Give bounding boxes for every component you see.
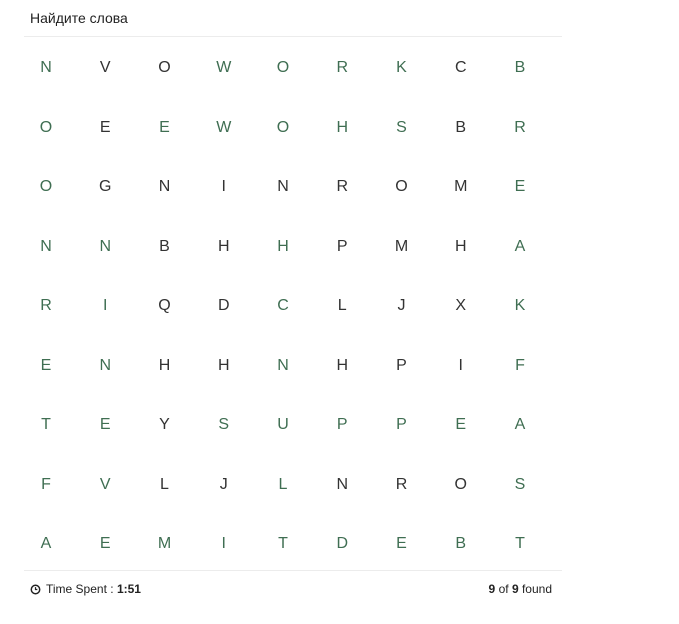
letter-cell[interactable]: Q bbox=[158, 297, 171, 314]
letter-cell[interactable]: B bbox=[159, 237, 170, 255]
letter-cell[interactable]: E bbox=[159, 118, 170, 136]
letter-cell[interactable]: U bbox=[277, 416, 289, 433]
letter-cell[interactable]: G bbox=[99, 178, 112, 195]
letter-cell[interactable]: S bbox=[514, 475, 526, 493]
letter-cell[interactable]: I bbox=[458, 356, 463, 374]
letter-cell[interactable]: P bbox=[396, 416, 407, 433]
letter-cell[interactable]: N bbox=[336, 475, 349, 493]
letter-cell[interactable]: R bbox=[395, 475, 408, 493]
letter-cell[interactable]: K bbox=[514, 297, 526, 314]
letter-cell[interactable]: M bbox=[157, 535, 172, 552]
letter-cell[interactable]: E bbox=[396, 535, 407, 552]
letter-cell[interactable]: M bbox=[454, 178, 468, 195]
letter-cell[interactable]: T bbox=[515, 535, 525, 552]
letter-cell[interactable]: O bbox=[395, 178, 408, 195]
found-status bbox=[489, 582, 552, 596]
letter-cell[interactable]: F bbox=[41, 475, 51, 493]
letter-cell[interactable]: A bbox=[40, 535, 52, 552]
letter-cell[interactable]: H bbox=[336, 118, 349, 136]
letter-cell[interactable]: N bbox=[40, 59, 52, 76]
letter-cell[interactable]: H bbox=[158, 356, 171, 374]
letter-cell[interactable]: H bbox=[217, 237, 230, 255]
letter-cell[interactable]: P bbox=[336, 416, 348, 433]
letter-cell[interactable]: H bbox=[336, 356, 349, 374]
letter-cell[interactable]: E bbox=[40, 356, 52, 374]
letter-cell[interactable]: P bbox=[396, 356, 407, 374]
letter-cell[interactable]: O bbox=[276, 59, 290, 76]
letter-cell[interactable]: I bbox=[221, 178, 226, 195]
letter-cell[interactable]: T bbox=[278, 535, 288, 552]
letter-cell[interactable]: S bbox=[396, 118, 407, 136]
found-of-text: of bbox=[498, 582, 509, 596]
letter-cell[interactable]: E bbox=[99, 416, 111, 433]
letter-cell[interactable]: L bbox=[160, 475, 169, 493]
letter-cell[interactable]: B bbox=[514, 59, 526, 76]
letter-cell[interactable]: H bbox=[454, 237, 467, 255]
letter-cell[interactable]: P bbox=[336, 237, 348, 255]
letter-cell[interactable]: O bbox=[39, 118, 53, 136]
letter-cell[interactable]: I bbox=[103, 297, 108, 314]
letter-cell[interactable]: T bbox=[41, 416, 51, 433]
letter-cell[interactable]: F bbox=[515, 356, 525, 374]
letter-cell[interactable]: K bbox=[396, 59, 407, 76]
letter-cell[interactable]: R bbox=[40, 297, 52, 314]
letter-cell[interactable]: N bbox=[277, 356, 289, 374]
puzzle-title: Найдите слова bbox=[30, 10, 128, 26]
letter-cell[interactable]: O bbox=[454, 475, 467, 493]
timer-value: 1:51 bbox=[116, 582, 141, 596]
letter-cell[interactable]: W bbox=[216, 59, 232, 76]
letter-cell[interactable]: B bbox=[455, 118, 467, 136]
letter-cell[interactable]: R bbox=[514, 118, 526, 136]
letter-cell[interactable]: X bbox=[455, 297, 467, 314]
letter-cell[interactable]: J bbox=[219, 475, 228, 493]
letter-cell[interactable]: N bbox=[99, 356, 112, 374]
found-total: 9 bbox=[511, 582, 519, 596]
found-count: 9 bbox=[488, 582, 496, 596]
letter-cell[interactable]: R bbox=[336, 178, 349, 195]
letter-cell[interactable]: E bbox=[99, 535, 111, 552]
letter-cell[interactable]: O bbox=[39, 178, 53, 195]
letter-cell[interactable]: N bbox=[99, 237, 112, 255]
letter-cell[interactable]: V bbox=[99, 59, 111, 76]
letter-cell[interactable]: C bbox=[277, 297, 289, 314]
letter-cell[interactable]: W bbox=[216, 118, 232, 136]
letter-cell[interactable]: L bbox=[337, 297, 347, 314]
letter-cell[interactable]: O bbox=[276, 118, 290, 136]
letter-cell[interactable]: A bbox=[514, 237, 526, 255]
letter-cell[interactable]: E bbox=[99, 118, 111, 136]
letter-cell[interactable]: D bbox=[217, 297, 230, 314]
timer bbox=[30, 582, 141, 596]
letter-cell[interactable]: N bbox=[277, 178, 289, 195]
letter-cell[interactable]: C bbox=[454, 59, 467, 76]
letter-cell[interactable]: Y bbox=[159, 416, 170, 433]
letter-cell[interactable]: D bbox=[336, 535, 349, 552]
letter-cell[interactable]: I bbox=[221, 535, 226, 552]
letter-cell[interactable]: H bbox=[217, 356, 230, 374]
letter-cell[interactable]: M bbox=[394, 237, 409, 255]
letter-grid[interactable] bbox=[24, 37, 562, 569]
letter-cell[interactable]: E bbox=[455, 416, 467, 433]
puzzle-header bbox=[24, 0, 562, 37]
word-search-panel bbox=[24, 0, 562, 610]
letter-cell[interactable]: R bbox=[336, 59, 349, 76]
letter-cell[interactable]: N bbox=[158, 178, 171, 195]
timer-label: Time Spent : bbox=[46, 582, 114, 596]
letter-cell[interactable]: L bbox=[278, 475, 288, 493]
letter-cell[interactable]: J bbox=[397, 297, 406, 314]
letter-cell[interactable]: V bbox=[99, 475, 111, 493]
letter-cell[interactable]: B bbox=[455, 535, 467, 552]
letter-cell[interactable]: A bbox=[514, 416, 526, 433]
letter-cell[interactable]: S bbox=[218, 416, 230, 433]
letter-cell[interactable]: O bbox=[158, 59, 171, 76]
letter-cell[interactable]: E bbox=[514, 178, 526, 195]
clock-icon bbox=[30, 584, 41, 595]
found-text: found bbox=[521, 582, 552, 596]
letter-cell[interactable]: N bbox=[40, 237, 52, 255]
letter-cell[interactable]: H bbox=[277, 237, 289, 255]
puzzle-footer bbox=[24, 570, 562, 607]
